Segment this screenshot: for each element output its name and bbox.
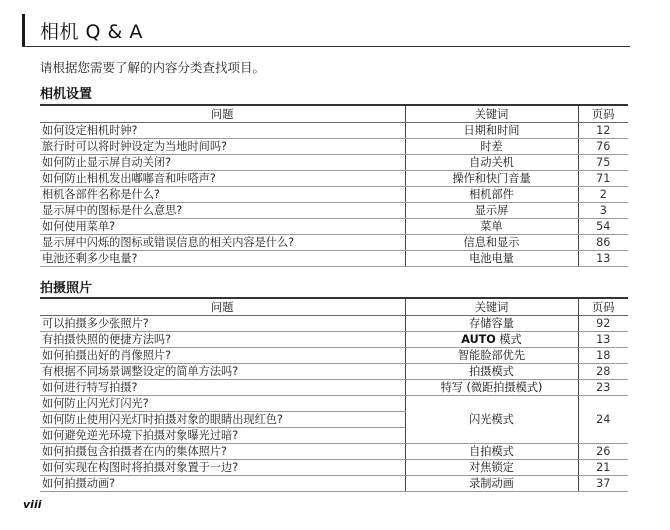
keyword-cell: 显示屏 bbox=[405, 203, 578, 219]
keyword-cell: 闪光模式 bbox=[405, 396, 578, 444]
question-cell: 电池还剩多少电量? bbox=[40, 251, 405, 267]
question-cell: 如何拍摄包含拍摄者在内的集体照片? bbox=[40, 444, 405, 460]
keyword-cell bbox=[405, 332, 578, 348]
page-cell: 23 bbox=[578, 380, 628, 396]
question-cell: 如何设定相机时钟? bbox=[40, 123, 405, 139]
question-cell: 如何使用菜单? bbox=[40, 219, 405, 235]
question-cell: 相机各部件名称是什么? bbox=[40, 187, 405, 203]
table-row bbox=[40, 348, 628, 364]
page-cell: 92 bbox=[578, 316, 628, 332]
shooting-table bbox=[40, 297, 628, 492]
table-row bbox=[40, 123, 628, 139]
page-cell: 86 bbox=[578, 235, 628, 251]
keyword-cell: 存储容量 bbox=[405, 316, 578, 332]
question-cell: 如何防止相机发出嘟嘟音和咔嗒声? bbox=[40, 171, 405, 187]
keyword-cell: 对焦锁定 bbox=[405, 460, 578, 476]
page-cell: 13 bbox=[578, 332, 628, 348]
keyword-cell: 相机部件 bbox=[405, 187, 578, 203]
page-cell: 18 bbox=[578, 348, 628, 364]
column-header-question: 问题 bbox=[40, 105, 405, 123]
page-cell: 28 bbox=[578, 364, 628, 380]
column-header-question: 问题 bbox=[40, 298, 405, 316]
table-row bbox=[40, 380, 628, 396]
table-row bbox=[40, 476, 628, 492]
table-row bbox=[40, 187, 628, 203]
column-header-page: 页码 bbox=[578, 298, 628, 316]
title-accent-bar bbox=[22, 14, 25, 46]
section-title-shooting: 拍摄照片 bbox=[40, 281, 93, 296]
table-row bbox=[40, 332, 628, 348]
title-divider bbox=[22, 46, 630, 47]
question-cell: 如何拍摄出好的肖像照片? bbox=[40, 348, 405, 364]
table-row bbox=[40, 155, 628, 171]
table-row bbox=[40, 396, 628, 412]
page-cell: 2 bbox=[578, 187, 628, 203]
table-header-row bbox=[40, 105, 628, 123]
table-row bbox=[40, 460, 628, 476]
question-cell: 如何防止显示屏自动关闭? bbox=[40, 155, 405, 171]
page-cell: 3 bbox=[578, 203, 628, 219]
page-cell: 76 bbox=[578, 139, 628, 155]
keyword-cell: 自动关机 bbox=[405, 155, 578, 171]
question-cell: 如何避免逆光环境下拍摄对象曝光过暗? bbox=[40, 428, 405, 444]
keyword-cell: 特写 (微距拍摄模式) bbox=[405, 380, 578, 396]
keyword-cell: 菜单 bbox=[405, 219, 578, 235]
question-cell: 有拍摄快照的便捷方法吗? bbox=[40, 332, 405, 348]
keyword-cell: 日期和时间 bbox=[405, 123, 578, 139]
keyword-cell: 自拍模式 bbox=[405, 444, 578, 460]
question-cell: 可以拍摄多少张照片? bbox=[40, 316, 405, 332]
page-number: viii bbox=[23, 498, 42, 511]
table-row bbox=[40, 316, 628, 332]
column-header-keyword: 关键词 bbox=[405, 298, 578, 316]
keyword-strong-text: AUTO bbox=[461, 333, 496, 346]
question-cell: 显示屏中的图标是什么意思? bbox=[40, 203, 405, 219]
page-cell: 21 bbox=[578, 460, 628, 476]
keyword-cell: 智能脸部优先 bbox=[405, 348, 578, 364]
column-header-page: 页码 bbox=[578, 105, 628, 123]
table-row bbox=[40, 203, 628, 219]
keyword-text: 模式 bbox=[495, 333, 522, 346]
question-cell: 如何防止闪光灯闪光? bbox=[40, 396, 405, 412]
page-title: 相机 Q & A bbox=[40, 21, 143, 43]
table-row bbox=[40, 219, 628, 235]
table-row bbox=[40, 139, 628, 155]
question-cell: 显示屏中闪烁的图标或错误信息的相关内容是什么? bbox=[40, 235, 405, 251]
keyword-cell: 拍摄模式 bbox=[405, 364, 578, 380]
table-row bbox=[40, 444, 628, 460]
page-cell: 13 bbox=[578, 251, 628, 267]
table-row bbox=[40, 171, 628, 187]
page-cell: 12 bbox=[578, 123, 628, 139]
page-cell: 24 bbox=[578, 396, 628, 444]
keyword-cell: 录制动画 bbox=[405, 476, 578, 492]
keyword-cell: 信息和显示 bbox=[405, 235, 578, 251]
table-row bbox=[40, 235, 628, 251]
table-header-row bbox=[40, 298, 628, 316]
table-row bbox=[40, 251, 628, 267]
keyword-cell: 电池电量 bbox=[405, 251, 578, 267]
page-cell: 75 bbox=[578, 155, 628, 171]
question-cell: 旅行时可以将时钟设定为当地时间吗? bbox=[40, 139, 405, 155]
question-cell: 如何进行特写拍摄? bbox=[40, 380, 405, 396]
question-cell: 有根据不同场景调整设定的简单方法吗? bbox=[40, 364, 405, 380]
table-row bbox=[40, 364, 628, 380]
intro-text: 请根据您需要了解的内容分类查找项目。 bbox=[40, 60, 266, 75]
section-title-camera-setup: 相机设置 bbox=[40, 87, 93, 102]
page-cell: 71 bbox=[578, 171, 628, 187]
page-cell: 54 bbox=[578, 219, 628, 235]
keyword-cell: 时差 bbox=[405, 139, 578, 155]
column-header-keyword: 关键词 bbox=[405, 105, 578, 123]
question-cell: 如何实现在构图时将拍摄对象置于一边? bbox=[40, 460, 405, 476]
keyword-cell: 操作和快门音量 bbox=[405, 171, 578, 187]
question-cell: 如何防止使用闪光灯时拍摄对象的眼睛出现红色? bbox=[40, 412, 405, 428]
camera-setup-table bbox=[40, 104, 628, 267]
question-cell: 如何拍摄动画? bbox=[40, 476, 405, 492]
page-cell: 37 bbox=[578, 476, 628, 492]
page-cell: 26 bbox=[578, 444, 628, 460]
